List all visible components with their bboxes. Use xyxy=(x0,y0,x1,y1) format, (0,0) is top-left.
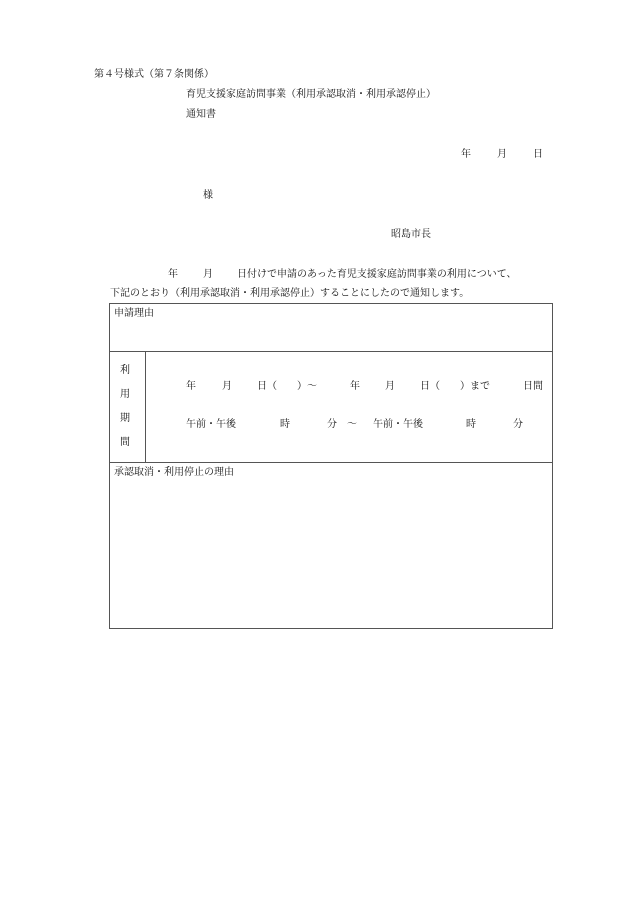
period-divider xyxy=(145,351,146,463)
period-label-char: 期 xyxy=(120,413,130,424)
reason-cell xyxy=(109,303,553,352)
issuer-name: 昭島市長 xyxy=(391,229,431,240)
end-month-label: 月 xyxy=(385,381,395,392)
date-year-label: 年 xyxy=(461,149,471,160)
form-number: 第４号様式（第７条関係） xyxy=(94,69,214,80)
days-count-label: 日間 xyxy=(523,381,543,392)
date-day-label: 日 xyxy=(533,149,543,160)
end-ampm-label: 午前・午後 xyxy=(373,419,423,430)
document-title: 育児支援家庭訪問事業（利用承認取消・利用承認停止） xyxy=(186,89,436,100)
recipient-honorific: 様 xyxy=(203,190,213,201)
end-hour-label: 時 xyxy=(466,419,476,430)
reason-label: 申請理由 xyxy=(114,308,154,319)
end-minute-label: 分 xyxy=(513,419,523,430)
cancel-reason-label: 承認取消・利用停止の理由 xyxy=(114,467,234,478)
period-label xyxy=(120,358,134,456)
start-year-label: 年 xyxy=(186,381,196,392)
body-line2: 下記のとおり（利用承認取消・利用承認停止）することにしたので通知します。 xyxy=(110,288,470,299)
start-month-label: 月 xyxy=(222,381,232,392)
body-month-label: 月 xyxy=(203,269,213,280)
start-ampm-label: 午前・午後 xyxy=(186,419,236,430)
period-label-char: 利 xyxy=(120,365,130,376)
start-hour-label: 時 xyxy=(280,419,290,430)
end-year-label: 年 xyxy=(350,381,360,392)
body-line1: 日付けで申請のあった育児支援家庭訪問事業の利用について、 xyxy=(237,269,517,280)
end-day-label: 日（ ）まで xyxy=(420,381,490,392)
document-title-suffix: 通知書 xyxy=(186,109,216,120)
start-minute-label: 分 ～ xyxy=(327,419,357,430)
period-label-char: 用 xyxy=(120,389,130,400)
cancel-reason-cell xyxy=(109,462,553,629)
date-month-label: 月 xyxy=(497,149,507,160)
body-year-label: 年 xyxy=(168,269,178,280)
start-day-label: 日（ ）～ xyxy=(257,381,317,392)
period-cell xyxy=(109,351,553,463)
period-label-char: 間 xyxy=(120,437,130,448)
